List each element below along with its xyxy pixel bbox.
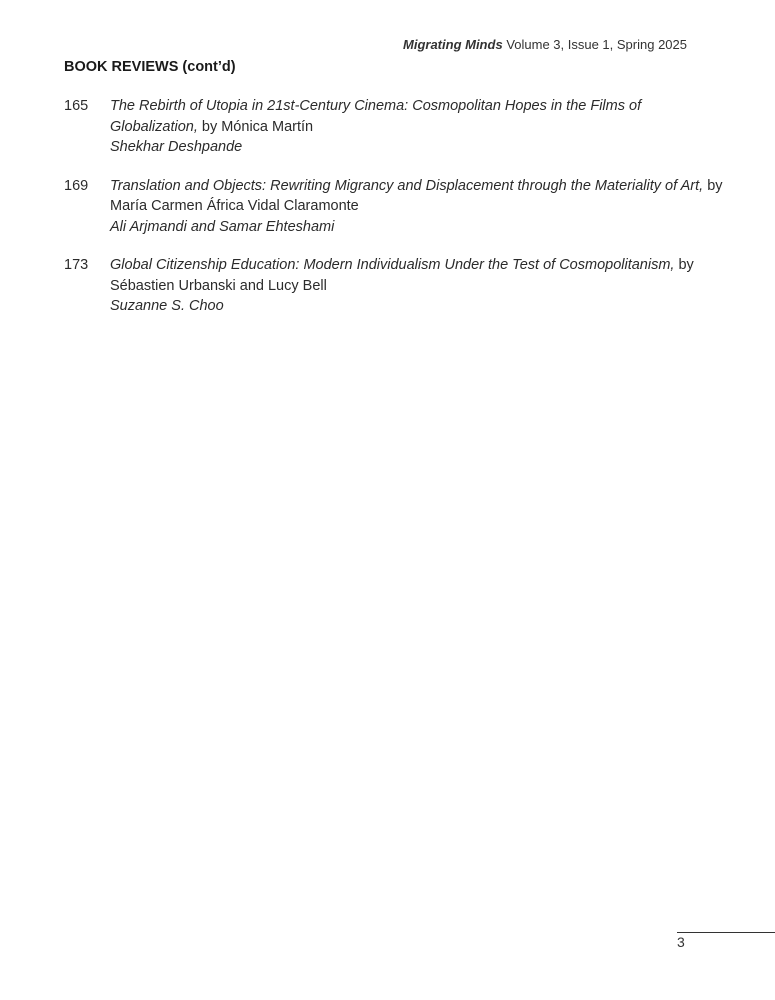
running-head [403,37,687,52]
entry-title: The Rebirth of Utopia in 21st-Century Cinema: Cosmopolitan Hopes in the Films of Globalization, [110,98,642,135]
section-heading: BOOK REVIEWS (cont’d) [64,59,236,75]
entry-page-number: 173 [64,257,89,273]
toc-entry [64,96,724,158]
toc-entry [64,176,724,238]
entry-reviewer: Shekhar Deshpande [110,139,243,155]
entry-reviewer: Ali Arjmandi and Samar Ehteshami [110,218,335,235]
entry-author: by Sébastien Urbanski and Lucy Bell [110,257,694,294]
toc-entry [64,255,724,317]
entry-page-number: 165 [64,98,89,114]
entry-reviewer: Suzanne S. Choo [110,298,224,314]
entry-author: by María Carmen África Vidal Claramonte [110,177,723,214]
page-number: 3 [677,934,685,950]
toc-entries [64,96,724,335]
entry-author: by Mónica Martín [201,118,314,135]
issue-info: Volume 3, Issue 1, Spring 2025 [506,37,687,52]
entry-title: Translation and Objects: Rewriting Migrancy and Displacement through the Materiality of Art, [110,177,704,194]
journal-title: Migrating Minds [403,37,503,52]
footer-rule [677,932,775,933]
entry-page-number: 169 [64,177,89,194]
entry-title: Global Citizenship Education: Modern Individualism Under the Test of Cosmopolitanism, [110,257,675,273]
